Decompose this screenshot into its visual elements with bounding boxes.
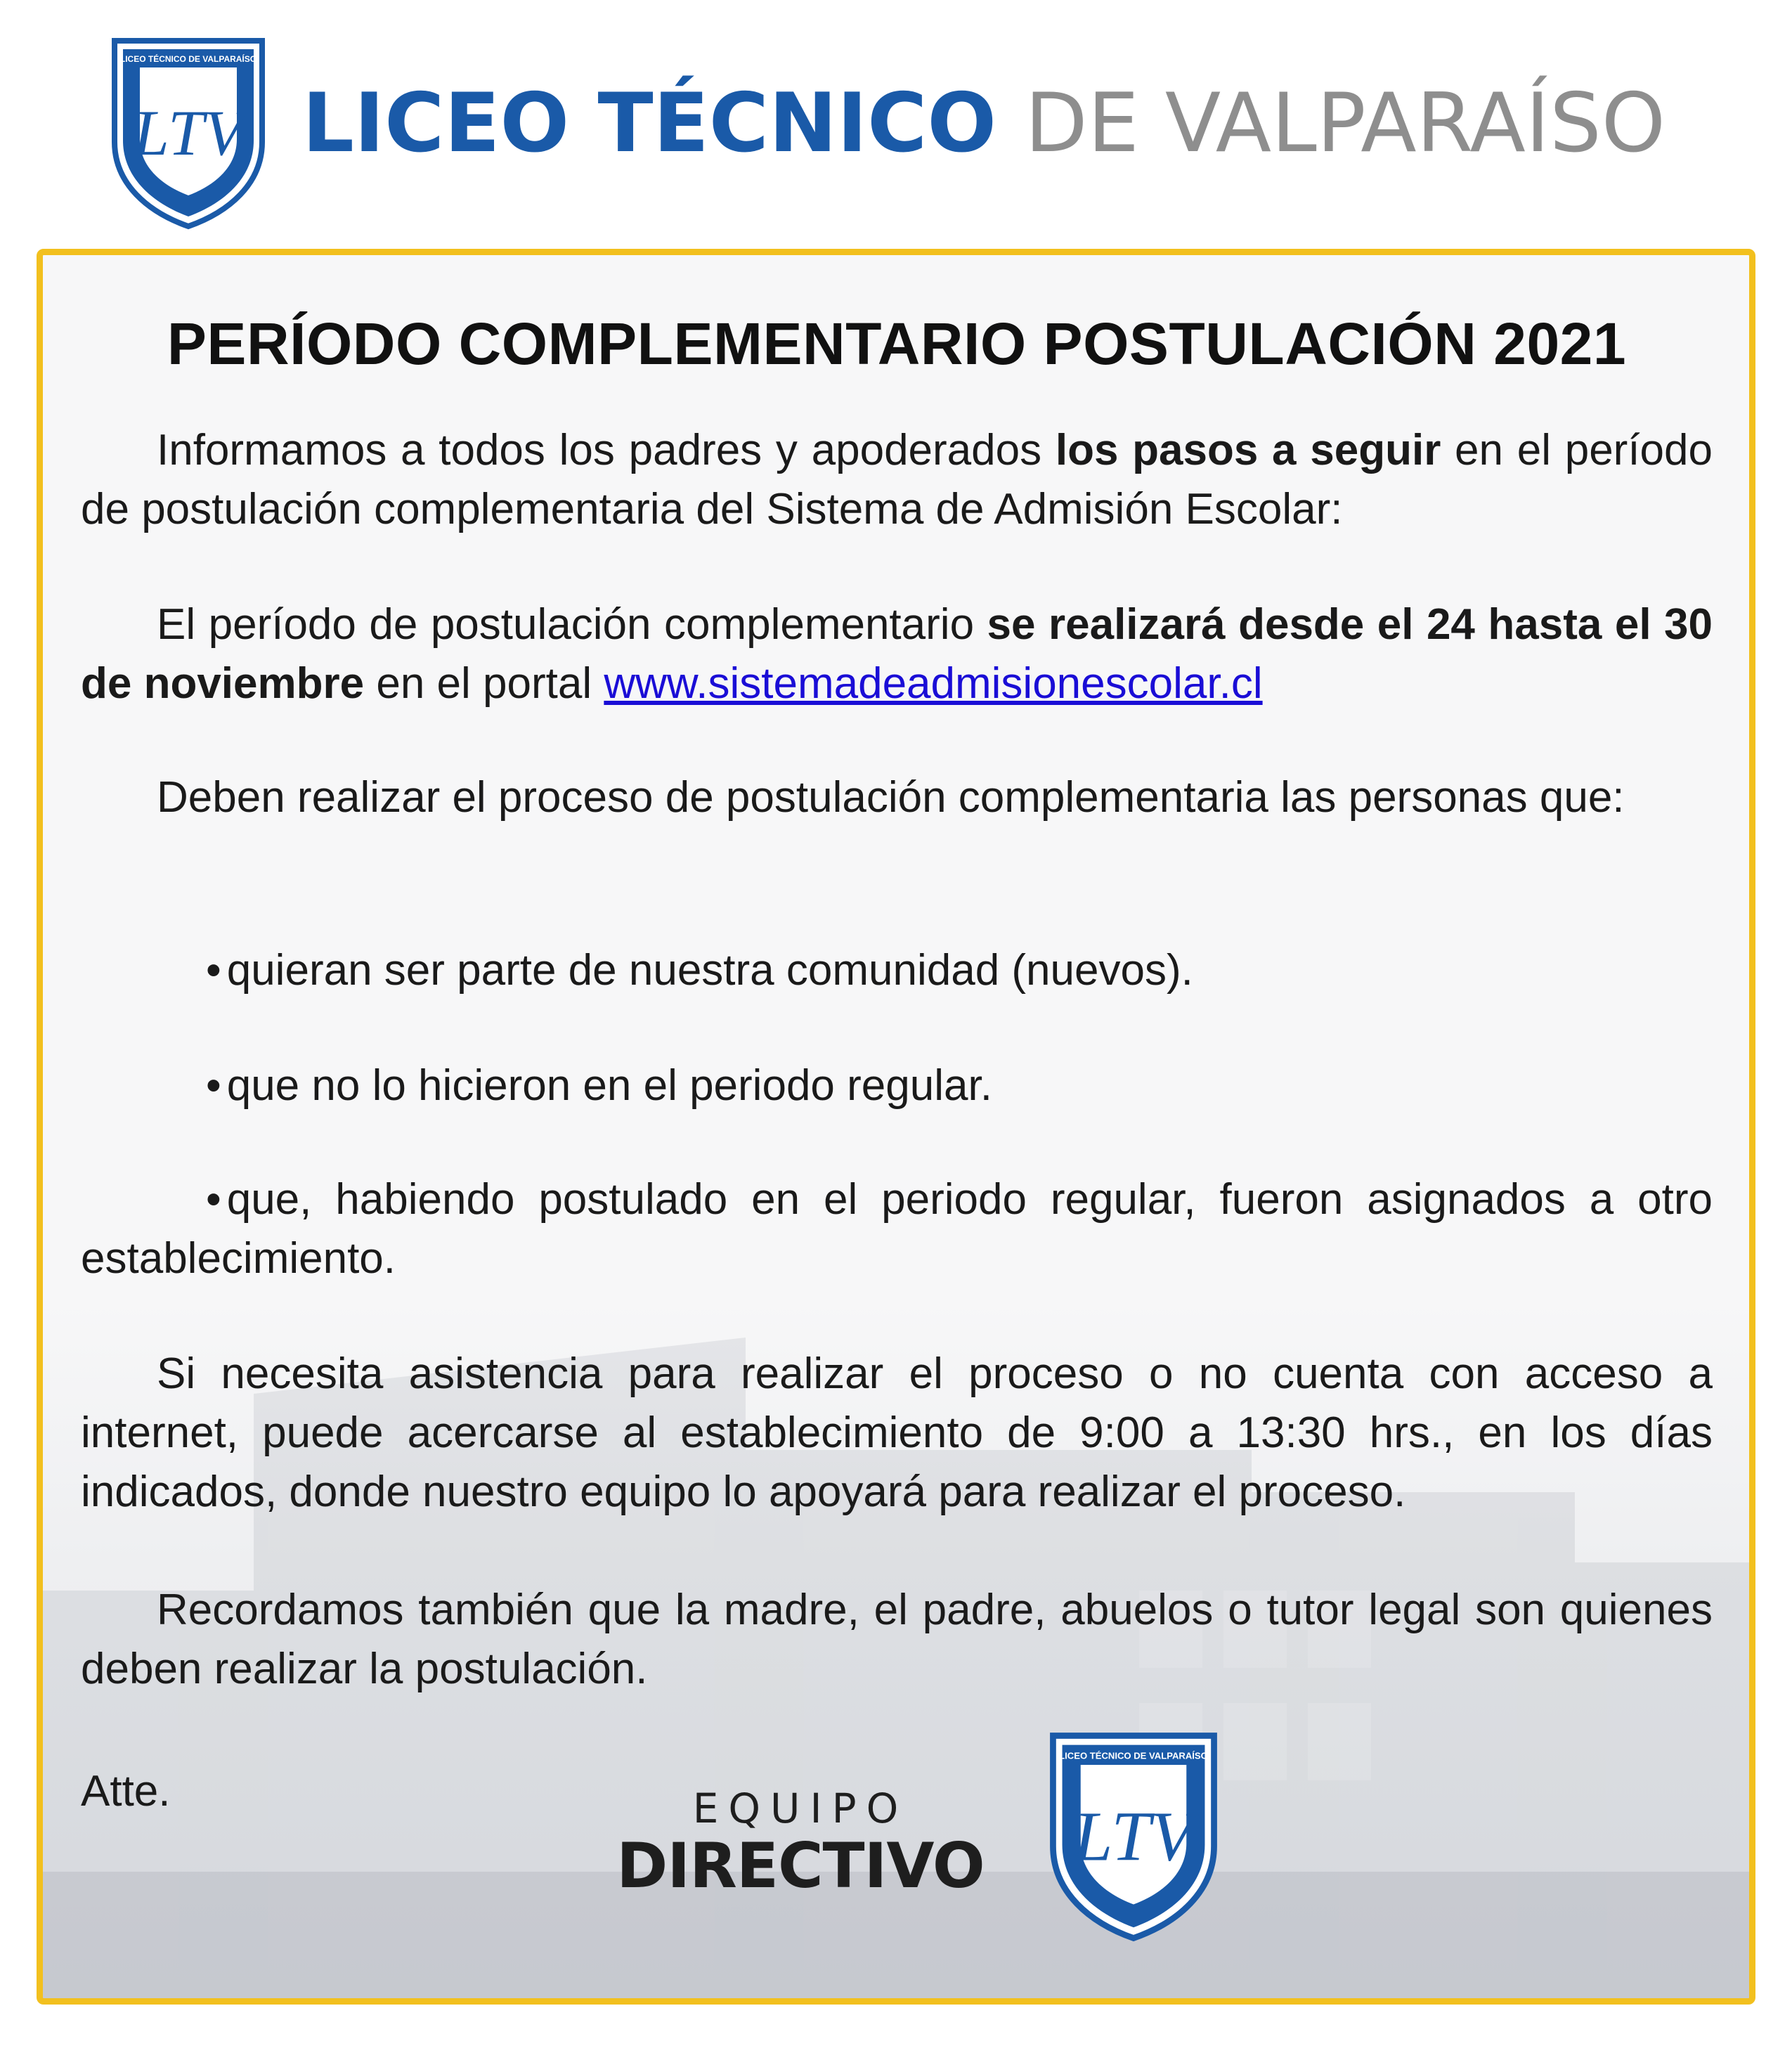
who-paragraph: Deben realizar el proceso de postulación complementaria las personas que: [157, 773, 1625, 822]
intro-text-end: en el período de postulación complementaria del Sistema de Admisión Escolar: [81, 426, 1713, 533]
crest-ring-text: LICEO TÉCNICO DE VALPARAÍSO [1059, 1750, 1208, 1761]
list-item-text: quieran ser parte de nuestra comunidad (nuevos). [226, 946, 1193, 995]
intro-paragraph [81, 421, 1713, 539]
dates-bold: se realizará desde el 24 hasta el 30 de noviembre [81, 600, 1713, 708]
portal-link[interactable]: www.sistemadeadmisionescolar.cl [604, 659, 1263, 708]
signature-line2: DIRECTIVO [616, 1830, 985, 1902]
assistance-paragraph: Si necesita asistencia para realizar el proceso o no cuenta con acceso a internet, puede acercarse al establecimiento de 9:00 a 13:30 hrs., en los días indicados, donde nuestro equipo lo apoyará para realizar el proceso. [81, 1349, 1713, 1516]
list-item-text: que no lo hicieron en el periodo regular. [226, 1061, 992, 1110]
school-name-bold: LICEO TÉCNICO [302, 76, 996, 171]
signature [604, 1784, 997, 1902]
school-name [302, 76, 1666, 171]
crest-monogram: LTV [1073, 1797, 1194, 1876]
list-item-text: que, habiendo postulado en el periodo regular, fueron asignados a otro establecimiento. [81, 1175, 1713, 1283]
list-item [81, 1056, 1713, 1115]
notice-card [37, 249, 1755, 2005]
signature-line1: EQUIPO [692, 1785, 909, 1832]
closing: Atte. [81, 1767, 171, 1815]
intro-bold: los pasos a seguir [1055, 426, 1441, 474]
bullet-icon: • [206, 1061, 221, 1110]
intro-text: Informamos a todos los padres y apoderados [157, 426, 1056, 474]
list-item [81, 1170, 1713, 1288]
list-item [81, 941, 1713, 1000]
school-name-light: DE VALPARAÍSO [1025, 76, 1666, 171]
school-crest-icon [109, 37, 268, 230]
crest-monogram: LTV [133, 97, 244, 169]
crest-ring-text: LICEO TÉCNICO DE VALPARAÍSO [119, 54, 257, 64]
header [0, 0, 1792, 239]
reminder-paragraph: Recordamos también que la madre, el padre, abuelos o tutor legal son quienes deben realizar la postulación. [81, 1586, 1713, 1693]
school-crest-icon [1046, 1731, 1221, 1942]
bullet-icon: • [206, 946, 221, 995]
dates-text: El período de postulación complementario [157, 600, 987, 649]
bullet-icon: • [206, 1175, 221, 1224]
dates-paragraph [81, 595, 1713, 713]
notice-title: PERÍODO COMPLEMENTARIO POSTULACIÓN 2021 [167, 311, 1627, 377]
dates-text-mid: en el portal [364, 659, 604, 708]
